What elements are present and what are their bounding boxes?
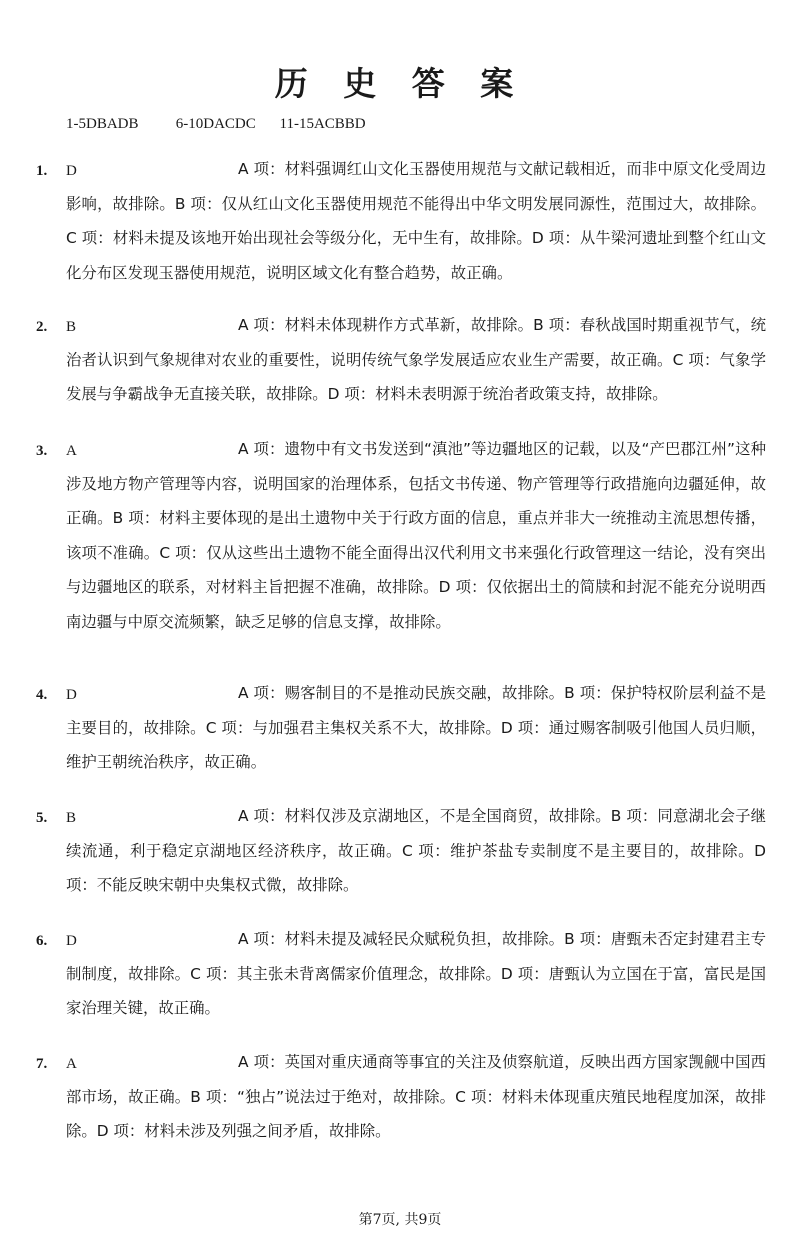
question-explanation: A 项：英国对重庆通商等事宜的关注及侦察航道，反映出西方国家觊觎中国西部市场，故正确。B 项：“独占”说法过于绝对，故排除。C 项：材料未体现重庆殖民地程度加深，故排除。D 项：材料未涉及列强之间矛盾，故排除。 <box>66 1053 766 1140</box>
question-explanation: A 项：材料强调红山文化玉器使用规范与文献记载相近，而非中原文化受周边影响，故排除。B 项：仅从红山文化玉器使用规范不能得出中华文明发展同源性，范围过大，故排除。C 项：材料未提及该地开始出现社会等级分化，无中生有，故排除。D 项：从牛梁河遗址到整个红山文化分布区发现玉器使用规范，说明区域文化有整合趋势，故正确。 <box>66 160 766 282</box>
question-2 <box>36 312 766 412</box>
question-number: 7. <box>36 1056 48 1072</box>
question-explanation: A 项：材料未体现耕作方式革新，故排除。B 项：春秋战国时期重视节气，统治者认识到气象规律对农业的重要性，说明传统气象学发展适应农业生产需要，故正确。C 项：气象学发展与争霸战争无直接关联，故排除。D 项：材料未表明源于统治者政策支持，故排除。 <box>66 316 766 403</box>
question-answer: A <box>66 443 77 459</box>
question-explanation: A 项：材料未提及减轻民众赋税负担，故排除。B 项：唐甄未否定封建君主专制制度，故排除。C 项：其主张未背离儒家价值理念，故排除。D 项：唐甄认为立国在于富，富民是国家治理关键，故正确。 <box>66 930 766 1017</box>
summary-group-3: 11-15ACBBD <box>279 116 366 132</box>
question-explanation: A 项：遗物中有文书发送到“滇池”等边疆地区的记载，以及“产巴郡江州”这种涉及地方物产管理等内容，说明国家的治理体系，包括文书传递、物产管理等行政措施向边疆延伸，故正确。B 项：材料主要体现的是出土遗物中关于行政方面的信息，重点并非大一统推动主流思想传播，该项不准确。C 项：仅从这些出土遗物不能全面得出汉代利用文书来强化行政管理这一结论，没有突出与边疆地区的联系，对材料主旨把握不准确，故排除。D 项：仅依据出土的简牍和封泥不能充分说明西南边疆与中原交流频繁，缺乏足够的信息支撑，故排除。 <box>66 440 766 631</box>
question-answer: A <box>66 1056 77 1072</box>
question-3 <box>36 436 766 639</box>
page-footer: 第7页, 共9页 <box>358 1212 442 1228</box>
summary-group-1: 1-5DBADB <box>66 116 139 132</box>
question-1 <box>36 156 766 290</box>
question-number: 6. <box>36 933 48 949</box>
answer-summary <box>66 116 366 133</box>
summary-group-2: 6-10DACDC <box>175 116 256 132</box>
page-title: 历 史 答 案 <box>274 64 526 103</box>
question-6 <box>36 926 766 1026</box>
question-explanation: A 项：赐客制目的不是推动民族交融，故排除。B 项：保护特权阶层利益不是主要目的，故排除。C 项：与加强君主集权关系不大，故排除。D 项：通过赐客制吸引他国人员归顺，维护王朝统治秩序，故正确。 <box>66 684 766 771</box>
question-answer: D <box>66 933 77 949</box>
question-number: 3. <box>36 443 48 459</box>
question-number: 5. <box>36 810 48 826</box>
question-answer: B <box>66 319 77 335</box>
question-answer: D <box>66 163 77 179</box>
question-number: 1. <box>36 163 48 179</box>
question-explanation: A 项：材料仅涉及京湖地区，不是全国商贸，故排除。B 项：同意湖北会子继续流通，利于稳定京湖地区经济秩序，故正确。C 项：维护茶盐专卖制度不是主要目的，故排除。D 项：不能反映宋朝中央集权式微，故排除。 <box>66 807 766 894</box>
question-answer: B <box>66 810 77 826</box>
question-answer: D <box>66 687 77 703</box>
question-4 <box>36 680 766 780</box>
question-7 <box>36 1049 766 1149</box>
question-number: 2. <box>36 319 48 335</box>
question-number: 4. <box>36 687 48 703</box>
question-5 <box>36 803 766 903</box>
